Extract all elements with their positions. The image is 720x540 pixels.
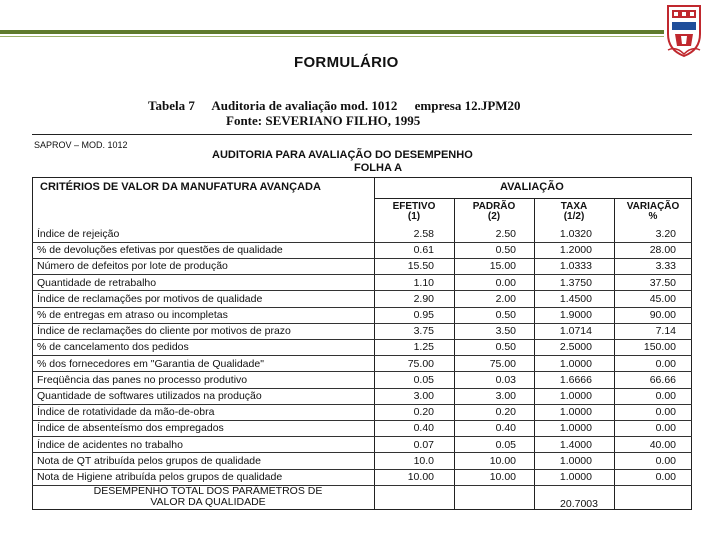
header-bar-thin [0, 36, 664, 37]
form-top-border [32, 134, 692, 135]
row-label: Índice de reclamações do cliente por motivos de prazo [37, 325, 291, 338]
table-row [32, 291, 692, 307]
table-row [32, 404, 692, 420]
column-header-efetivo: EFETIVO (1) [392, 201, 436, 222]
table-row [32, 372, 692, 388]
cell-efetivo: 15.50 [407, 260, 434, 273]
cell-efetivo: 2.90 [413, 292, 434, 305]
cell-taxa: 1.4000 [559, 438, 592, 451]
row-label: Nota de QT atribuída pelos grupos de qualidade [37, 454, 261, 467]
row-label: % de cancelamento dos pedidos [37, 341, 189, 354]
row-label: Quantidade de softwares utilizados na produção [37, 390, 262, 402]
criteria-header: CRITÉRIOS DE VALOR DA MANUFATURA AVANÇADA [40, 181, 321, 193]
university-crest-icon [664, 0, 704, 58]
table-row [32, 420, 692, 436]
cell-padrao: 3.00 [495, 390, 516, 402]
cell-padrao: 10.00 [489, 454, 516, 467]
cell-efetivo: 10.00 [407, 471, 434, 483]
row-label: Índice de rotatividade da mão-de-obra [37, 406, 215, 419]
cell-efetivo: 0.20 [413, 406, 434, 419]
row-label: Número de defeitos por lote de produção [37, 260, 228, 273]
cell-taxa: 1.6666 [559, 373, 592, 386]
cell-variacao: 66.66 [649, 373, 676, 386]
row-label: % de devoluções efetivas por questões de qualidade [37, 244, 283, 257]
cell-taxa: 1.0000 [559, 471, 592, 483]
row-divider-values [374, 485, 692, 486]
cell-efetivo: 3.75 [413, 325, 434, 338]
table-row [32, 226, 692, 242]
evaluation-header: AVALIAÇÃO [500, 181, 564, 193]
table-row [32, 388, 692, 404]
column-header-padrao: PADRÃO (2) [472, 201, 516, 222]
cell-padrao: 2.50 [495, 228, 516, 240]
cell-padrao: 3.50 [495, 325, 516, 338]
cell-taxa: 1.0000 [559, 454, 592, 467]
cell-efetivo: 0.95 [413, 309, 434, 321]
row-label: Índice de acidentes no trabalho [37, 438, 183, 451]
cell-padrao: 0.40 [495, 422, 516, 435]
row-label: % de entregas em atraso ou incompletas [37, 309, 228, 321]
table-row [32, 323, 692, 339]
cell-padrao: 75.00 [489, 357, 516, 370]
cell-taxa: 1.2000 [559, 244, 592, 257]
cell-taxa: 1.0000 [559, 390, 592, 402]
cell-padrao: 0.50 [495, 244, 516, 257]
cell-taxa: 1.9000 [559, 309, 592, 321]
cell-padrao: 0.50 [495, 309, 516, 321]
slide-title: FORMULÁRIO [294, 54, 399, 71]
caption-company: empresa 12.JPM20 [414, 98, 521, 113]
cell-variacao: 7.14 [655, 325, 676, 338]
table-row [32, 242, 692, 258]
row-label: Quantidade de retrabalho [37, 276, 157, 289]
cell-taxa: 1.4500 [559, 292, 592, 305]
row-label: Freqüência das panes no processo produtivo [37, 373, 248, 386]
cell-efetivo: 2.58 [413, 228, 434, 240]
cell-taxa: 1.0000 [559, 357, 592, 370]
table-row [32, 453, 692, 469]
table-row [32, 469, 692, 485]
cell-variacao: 0.00 [655, 422, 676, 435]
table-caption-line1 [148, 98, 521, 114]
cell-taxa: 1.0320 [559, 228, 592, 240]
table-caption-source: Fonte: SEVERIANO FILHO, 1995 [226, 113, 421, 128]
table-row [32, 339, 692, 355]
cell-efetivo: 0.61 [413, 244, 434, 257]
table-row [32, 258, 692, 274]
cell-taxa: 2.5000 [559, 341, 592, 354]
row-label: Índice de rejeição [37, 228, 120, 240]
table-row [32, 437, 692, 453]
table-row [32, 275, 692, 291]
eval-subheader-line [374, 198, 692, 199]
cell-variacao: 3.20 [655, 228, 676, 240]
cell-efetivo: 0.40 [413, 422, 434, 435]
cell-variacao: 90.00 [649, 309, 676, 321]
cell-efetivo: 3.00 [413, 390, 434, 402]
cell-variacao: 40.00 [649, 438, 676, 451]
cell-variacao: 0.00 [655, 454, 676, 467]
cell-efetivo: 10.0 [413, 454, 434, 467]
cell-variacao: 0.00 [655, 406, 676, 419]
table-row [32, 356, 692, 372]
total-label: DESEMPENHO TOTAL DOS PARÂMETROS DE VALOR DA QUALIDADE [93, 485, 323, 508]
row-label: % dos fornecedores em "Garantia de Qualidade" [37, 357, 264, 370]
cell-padrao: 0.20 [495, 406, 516, 419]
form-subtitle: FOLHA A [354, 162, 403, 174]
cell-padrao: 2.00 [495, 292, 516, 305]
cell-taxa: 1.3750 [559, 276, 592, 289]
cell-variacao: 37.50 [649, 276, 676, 289]
cell-efetivo: 0.07 [413, 438, 434, 451]
row-label: Índice de absenteísmo dos empregados [37, 422, 224, 435]
cell-variacao: 3.33 [655, 260, 676, 273]
cell-efetivo: 1.25 [413, 341, 434, 354]
table-row [32, 307, 692, 323]
cell-efetivo: 1.10 [413, 276, 434, 289]
cell-variacao: 45.00 [649, 292, 676, 305]
cell-efetivo: 75.00 [407, 357, 434, 370]
form-title: AUDITORIA PARA AVALIAÇÃO DO DESEMPENHO [212, 149, 473, 161]
cell-taxa: 1.0000 [559, 406, 592, 419]
cell-padrao: 15.00 [489, 260, 516, 273]
cell-padrao: 0.05 [495, 438, 516, 451]
cell-variacao: 0.00 [655, 471, 676, 483]
cell-variacao: 150.00 [643, 341, 676, 354]
cell-padrao: 0.03 [495, 373, 516, 386]
cell-padrao: 10.00 [489, 471, 516, 483]
cell-taxa: 1.0333 [559, 260, 592, 273]
cell-taxa: 1.0000 [559, 422, 592, 435]
row-label: Índice de reclamações por motivos de qualidade [37, 292, 263, 305]
column-header-taxa: TAXA (1/2) [560, 201, 588, 222]
row-label: Nota de Higiene atribuída pelos grupos de qualidade [37, 471, 283, 483]
column-header-variacao: VARIAÇÃO % [626, 201, 680, 222]
cell-padrao: 0.00 [495, 276, 516, 289]
caption-table-number: Tabela 7 [148, 98, 195, 113]
audit-form [32, 134, 692, 510]
cell-padrao: 0.50 [495, 341, 516, 354]
caption-table-title: Auditoria de avaliação mod. 1012 [211, 98, 398, 113]
cell-taxa: 1.0714 [559, 325, 592, 338]
total-value: 20.7003 [560, 498, 598, 510]
cell-efetivo: 0.05 [413, 373, 434, 386]
cell-variacao: 0.00 [655, 357, 676, 370]
header-bar [0, 30, 664, 34]
form-header-divider [32, 177, 692, 178]
form-code: SAPROV – MOD. 1012 [34, 140, 128, 150]
cell-variacao: 28.00 [649, 244, 676, 257]
cell-variacao: 0.00 [655, 390, 676, 402]
